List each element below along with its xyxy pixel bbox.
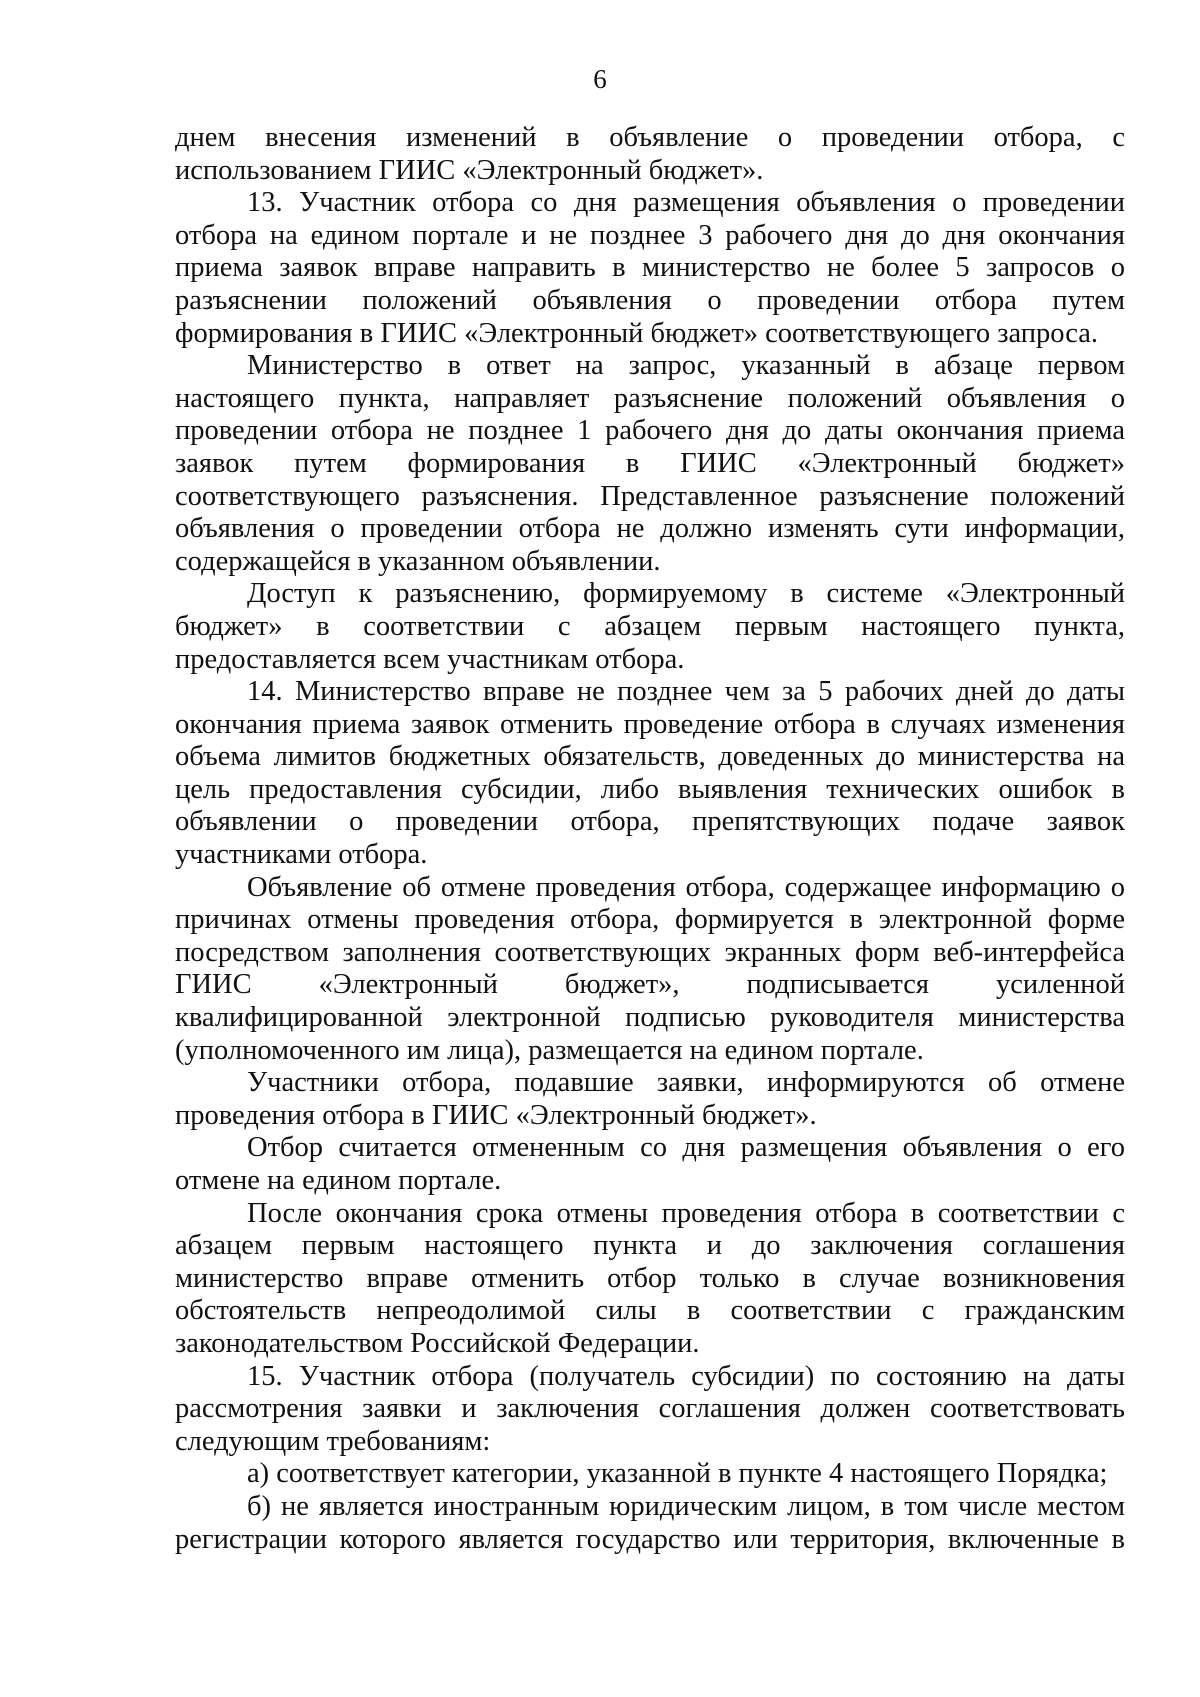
page-number: 6	[593, 64, 607, 94]
paragraph-force-majeure: После окончания срока отмены проведения отбора в соответствии с абзацем первым настоящего пункта и до заключения соглашения министерство вправе отменить отбор только в случае возникновения обстоятельств непреодолимой силы в соответствии с гражданским законодательством Российской Федерации.	[175, 1197, 1125, 1359]
paragraph-requirement-a: а) соответствует категории, указанной в пункте 4 настоящего Порядка;	[247, 1458, 1108, 1490]
paragraph-ministry-response: Министерство в ответ на запрос, указанный в абзаце первом настоящего пункта, направляет разъяснение положений объявления о проведении отбора не позднее 1 рабочего дня до даты окончания приема заявок путем формирования в ГИИС «Электронный бюджет» соответствующего разъяснения. Представленное разъяснение положений объявления о проведении отбора не должно изменять сути информации, содержащейся в указанном объявлении.	[175, 350, 1125, 577]
paragraph-item-13: 13. Участник отбора со дня размещения объявления о проведении отбора на едином портале и не позднее 3 рабочего дня до дня окончания приема заявок вправе направить в министерство не более 5 запросов о разъяснении положений объявления о проведении отбора путем формирования в ГИИС «Электронный бюджет» соответствующего запроса.	[175, 187, 1125, 349]
paragraph-cancellation-notice: Объявление об отмене проведения отбора, содержащее информацию о причинах отмены проведения отбора, формируется в электронной форме посредством заполнения соответствующих экранных форм веб-интерфейса ГИИС «Электронный бюджет», подписывается усиленной квалифицированной электронной подписью руководителя министерства (уполномоченного им лица), размещается на едином портале.	[175, 871, 1125, 1066]
document-body	[175, 122, 1125, 1556]
paragraph-access-clarification: Доступ к разъяснению, формируемому в системе «Электронный бюджет» в соответствии с абзацем первым настоящего пункта, предоставляется всем участникам отбора.	[175, 578, 1125, 675]
paragraph-continuation: днем внесения изменений в объявление о проведении отбора, с использованием ГИИС «Электронный бюджет».	[175, 122, 1125, 186]
paragraph-item-15: 15. Участник отбора (получатель субсидии) по состоянию на даты рассмотрения заявки и заключения соглашения должен соответствовать следующим требованиям:	[175, 1360, 1125, 1457]
paragraph-selection-cancelled: Отбор считается отмененным со дня размещения объявления о его отмене на едином портале.	[175, 1132, 1125, 1196]
paragraph-participants-informed: Участники отбора, подавшие заявки, информируются об отмене проведения отбора в ГИИС «Электронный бюджет».	[175, 1067, 1125, 1131]
paragraph-requirement-b: б) не является иностранным юридическим лицом, в том числе местом регистрации которого является государство или территория, включенные в	[175, 1490, 1125, 1555]
paragraph-item-14: 14. Министерство вправе не позднее чем за 5 рабочих дней до даты окончания приема заявок отменить проведение отбора в случаях изменения объема лимитов бюджетных обязательств, доведенных до министерства на цель предоставления субсидии, либо выявления технических ошибок в объявлении о проведении отбора, препятствующих подаче заявок участниками отбора.	[175, 676, 1125, 871]
